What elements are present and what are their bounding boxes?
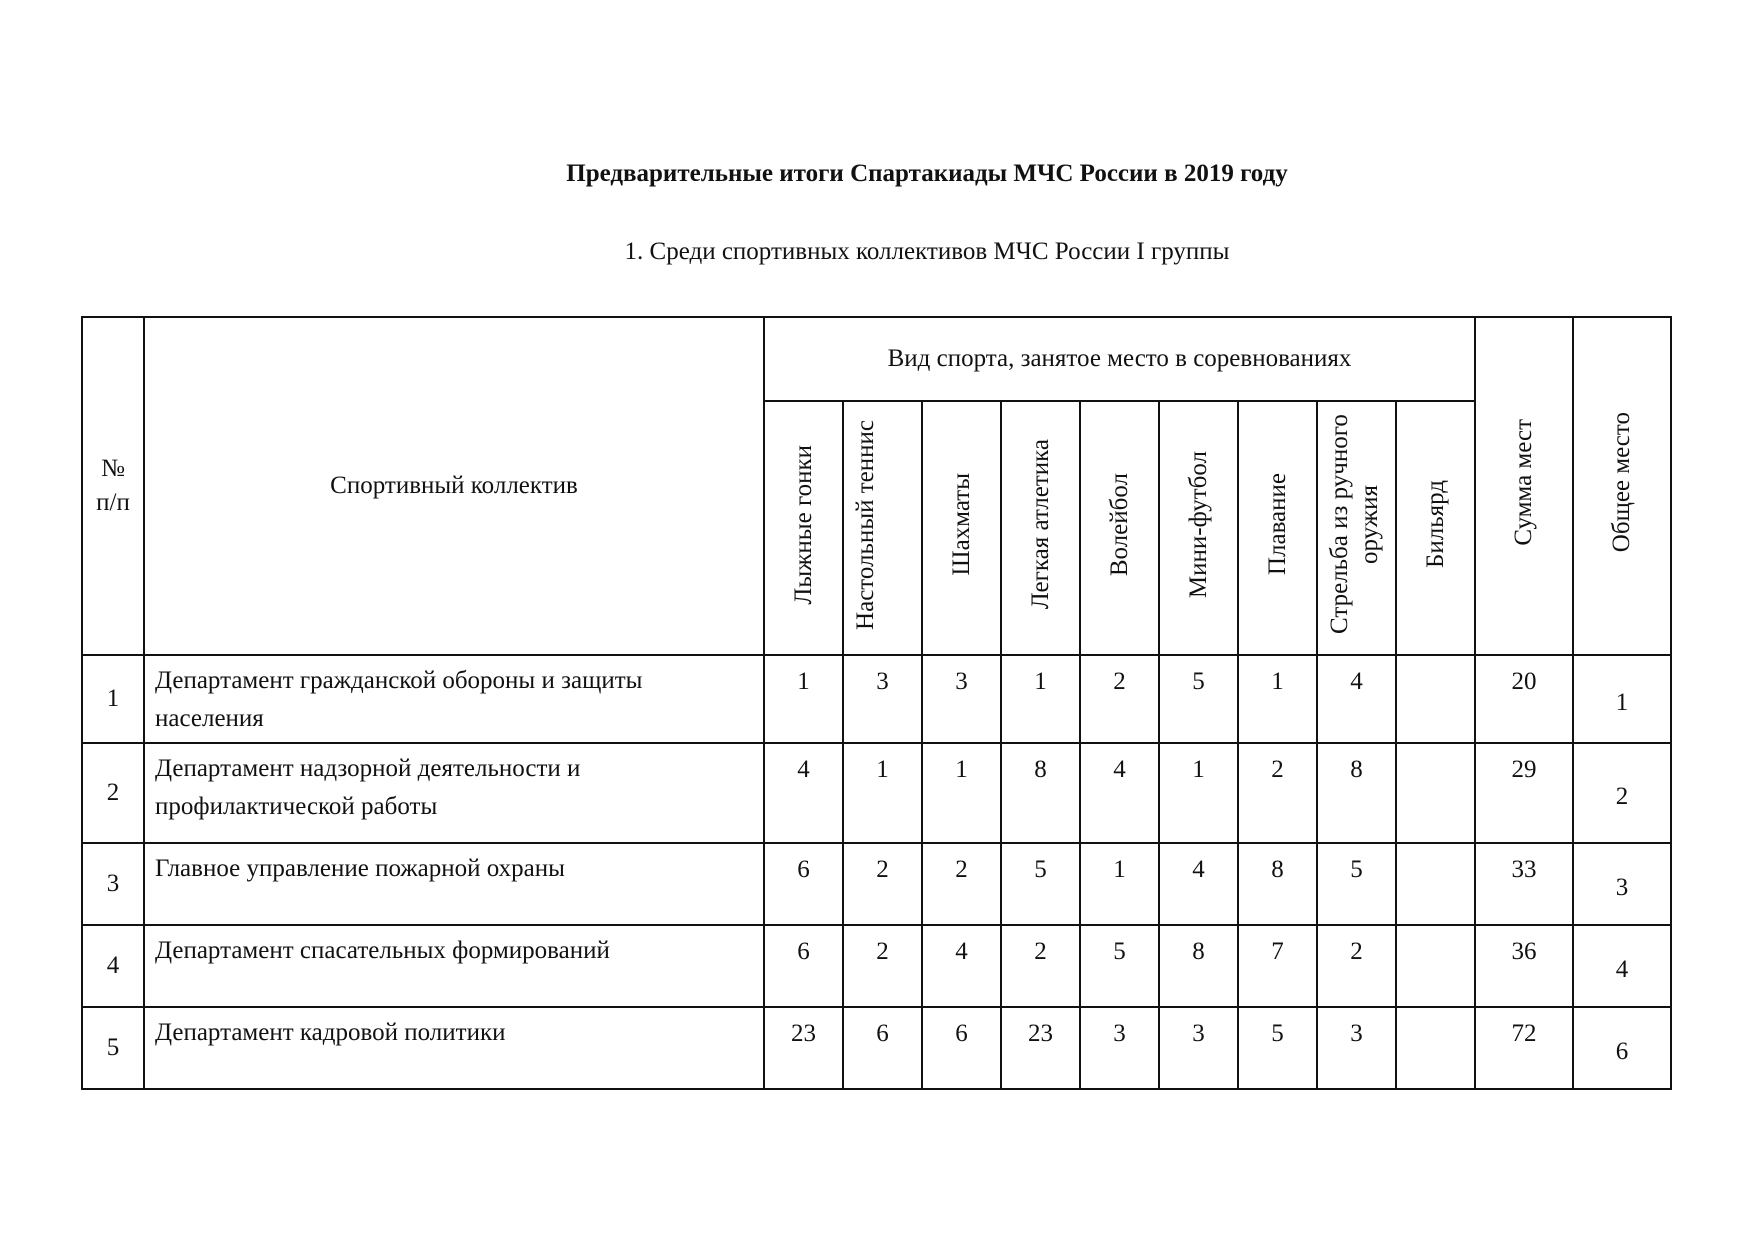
place-cell: 2	[843, 925, 922, 1007]
place-cell: 3	[922, 655, 1001, 743]
header-sport	[1238, 401, 1317, 655]
place-cell: 6	[922, 1007, 1001, 1089]
table-row	[82, 655, 1671, 743]
place-cell: 2	[1238, 743, 1317, 843]
header-overall	[1573, 317, 1671, 655]
place-cell: 3	[1159, 1007, 1238, 1089]
place-cell	[1396, 1007, 1475, 1089]
rank-cell: 6	[1573, 1007, 1671, 1089]
place-cell: 4	[1317, 655, 1396, 743]
header-sport	[1080, 401, 1159, 655]
rank-cell: 4	[1573, 925, 1671, 1007]
team-name: Главное управление пожарной охраны	[144, 843, 764, 925]
header-sport-label: Мини-футбол	[1184, 450, 1212, 599]
place-cell: 8	[1317, 743, 1396, 843]
place-cell: 1	[843, 743, 922, 843]
table-header	[82, 317, 1671, 655]
place-cell: 4	[1159, 843, 1238, 925]
team-name: Департамент кадровой политики	[144, 1007, 764, 1089]
place-cell: 1	[1080, 843, 1159, 925]
sum-cell: 72	[1475, 1007, 1573, 1089]
place-cell: 1	[1159, 743, 1238, 843]
header-sum-label: Сумма мест	[1510, 419, 1537, 546]
place-cell: 8	[1238, 843, 1317, 925]
place-cell: 1	[764, 655, 843, 743]
place-cell: 2	[922, 843, 1001, 925]
sum-cell: 33	[1475, 843, 1573, 925]
rank-cell: 2	[1573, 743, 1671, 843]
place-cell: 5	[1080, 925, 1159, 1007]
place-cell: 3	[1317, 1007, 1396, 1089]
rank-cell: 3	[1573, 843, 1671, 925]
place-cell: 5	[1159, 655, 1238, 743]
place-cell	[1396, 843, 1475, 925]
table-row	[82, 1007, 1671, 1089]
header-sport-label: Настольный теннис	[851, 419, 879, 630]
table-body	[82, 655, 1671, 1089]
row-number: 3	[82, 843, 144, 925]
header-sport	[764, 401, 843, 655]
place-cell: 2	[1001, 925, 1080, 1007]
results-table	[81, 316, 1672, 1090]
place-cell: 7	[1238, 925, 1317, 1007]
row-number: 5	[82, 1007, 144, 1089]
header-sport-label: Бильярд	[1421, 480, 1449, 569]
place-cell: 2	[1080, 655, 1159, 743]
header-overall-label: Общее место	[1608, 412, 1635, 553]
place-cell: 4	[922, 925, 1001, 1007]
place-cell: 2	[1317, 925, 1396, 1007]
document-subtitle: 1. Среди спортивных коллективов МЧС России I группы	[624, 238, 1230, 265]
place-cell: 2	[843, 843, 922, 925]
sum-cell: 29	[1475, 743, 1573, 843]
place-cell: 5	[1001, 843, 1080, 925]
place-cell: 6	[764, 925, 843, 1007]
header-sport	[1001, 401, 1080, 655]
table-row	[82, 743, 1671, 843]
row-number: 4	[82, 925, 144, 1007]
place-cell	[1396, 655, 1475, 743]
place-cell: 6	[764, 843, 843, 925]
place-cell: 4	[764, 743, 843, 843]
table-row	[82, 925, 1671, 1007]
header-sport	[843, 401, 922, 655]
place-cell: 1	[1238, 655, 1317, 743]
team-name: Департамент гражданской обороны и защиты населения	[144, 655, 764, 743]
header-sports-group: Вид спорта, занятое место в соревнованиях	[764, 317, 1475, 401]
place-cell: 8	[1001, 743, 1080, 843]
header-sport-label: Волейбол	[1105, 472, 1133, 577]
header-team: Спортивный коллектив	[144, 317, 764, 655]
place-cell: 5	[1238, 1007, 1317, 1089]
header-sport	[1317, 401, 1396, 655]
team-name: Департамент спасательных формирований	[144, 925, 764, 1007]
header-sport	[922, 401, 1001, 655]
row-number: 2	[82, 743, 144, 843]
table-row	[82, 843, 1671, 925]
document-title: Предварительные итоги Спартакиады МЧС России в 2019 году	[566, 160, 1288, 187]
header-sum	[1475, 317, 1573, 655]
sum-cell: 20	[1475, 655, 1573, 743]
header-sport-label: Лыжные гонки	[789, 444, 817, 605]
team-name: Департамент надзорной деятельности и профилактической работы	[144, 743, 764, 843]
sum-cell: 36	[1475, 925, 1573, 1007]
place-cell: 5	[1317, 843, 1396, 925]
header-sport-label: Плавание	[1263, 473, 1291, 576]
place-cell	[1396, 925, 1475, 1007]
header-sport-label: Стрельба из ручного оружия	[1325, 414, 1383, 635]
rank-cell: 1	[1573, 655, 1671, 743]
header-number-label: № п/п	[96, 455, 130, 516]
place-cell: 1	[1001, 655, 1080, 743]
header-sport	[1159, 401, 1238, 655]
place-cell: 23	[764, 1007, 843, 1089]
place-cell	[1396, 743, 1475, 843]
row-number: 1	[82, 655, 144, 743]
place-cell: 6	[843, 1007, 922, 1089]
header-sport-label: Легкая атлетика	[1026, 439, 1054, 610]
header-sport	[1396, 401, 1475, 655]
place-cell: 4	[1080, 743, 1159, 843]
place-cell: 8	[1159, 925, 1238, 1007]
header-sport-label: Шахматы	[947, 473, 975, 576]
place-cell: 23	[1001, 1007, 1080, 1089]
place-cell: 1	[922, 743, 1001, 843]
header-number	[82, 317, 144, 655]
place-cell: 3	[843, 655, 922, 743]
place-cell: 3	[1080, 1007, 1159, 1089]
